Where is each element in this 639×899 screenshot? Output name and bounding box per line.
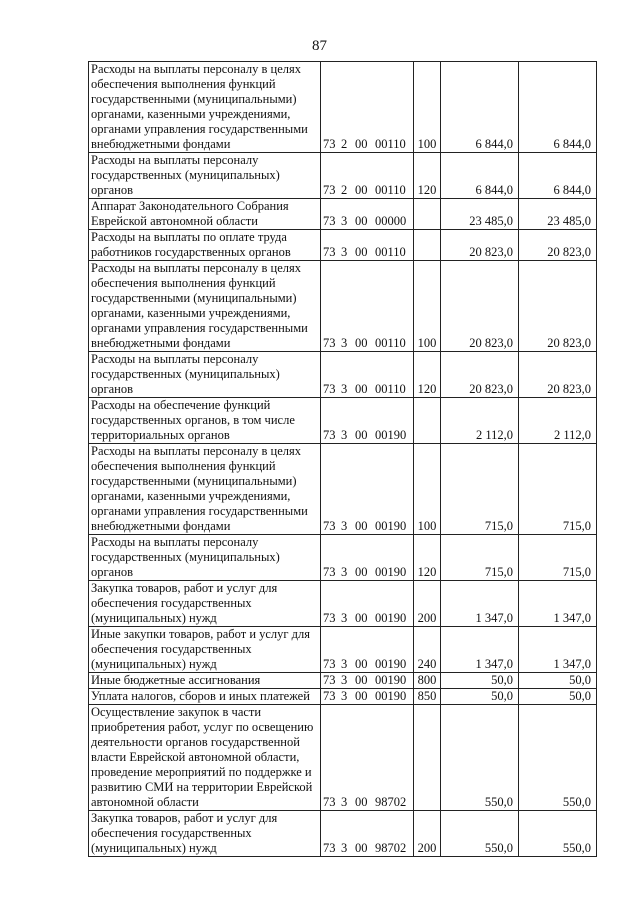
table-row — [89, 673, 597, 689]
expense-type-code — [414, 230, 441, 261]
row-description: Иные закупки товаров, работ и услуг для обеспечения государственных (муниципальных) нужд — [89, 627, 321, 673]
code-program: 73 — [323, 428, 336, 442]
code-program: 73 — [323, 841, 336, 855]
amount-value: 20 823,0 — [441, 261, 519, 352]
code-program: 73 — [323, 214, 336, 228]
amount-value: 715,0 — [441, 444, 519, 535]
code-program: 73 — [323, 657, 336, 671]
code-program: 73 — [323, 689, 336, 703]
amount-value: 550,0 — [441, 705, 519, 811]
row-description: Расходы на выплаты персоналу государственных (муниципальных) органов — [89, 153, 321, 199]
code-subprogram: 2 — [341, 183, 348, 197]
code-subprogram: 3 — [341, 519, 348, 533]
row-description: Расходы на выплаты по оплате труда работников государственных органов — [89, 230, 321, 261]
target-code-cell — [321, 673, 414, 689]
expense-type-code — [414, 398, 441, 444]
budget-table — [88, 61, 597, 857]
code-direction: 00 — [355, 689, 368, 703]
code-direction: 00 — [355, 519, 368, 533]
code-direction: 00 — [355, 428, 368, 442]
amount-value-total: 6 844,0 — [519, 153, 597, 199]
code-subprogram: 3 — [341, 214, 348, 228]
expense-type-code: 240 — [414, 627, 441, 673]
amount-value: 50,0 — [441, 689, 519, 705]
code-number: 98702 — [375, 841, 407, 855]
table-row — [89, 444, 597, 535]
expense-type-code: 850 — [414, 689, 441, 705]
code-number: 00190 — [375, 428, 407, 442]
expense-type-code: 120 — [414, 535, 441, 581]
table-row — [89, 535, 597, 581]
code-direction: 00 — [355, 565, 368, 579]
code-program: 73 — [323, 611, 336, 625]
target-code-cell — [321, 705, 414, 811]
code-subprogram: 3 — [341, 336, 348, 350]
expense-type-code — [414, 705, 441, 811]
expense-type-code: 200 — [414, 811, 441, 857]
amount-value-total: 715,0 — [519, 535, 597, 581]
code-subprogram: 3 — [341, 428, 348, 442]
code-number: 00190 — [375, 565, 407, 579]
amount-value-total: 1 347,0 — [519, 581, 597, 627]
code-subprogram: 3 — [341, 841, 348, 855]
target-code-cell — [321, 352, 414, 398]
table-row — [89, 689, 597, 705]
row-description: Аппарат Законодательного Собрания Еврейской автономной области — [89, 199, 321, 230]
code-number: 00110 — [375, 382, 406, 396]
amount-value: 6 844,0 — [441, 62, 519, 153]
code-number: 00190 — [375, 657, 407, 671]
table-row — [89, 398, 597, 444]
target-code-cell — [321, 581, 414, 627]
table-row — [89, 261, 597, 352]
amount-value-total: 6 844,0 — [519, 62, 597, 153]
amount-value-total: 50,0 — [519, 689, 597, 705]
code-program: 73 — [323, 183, 336, 197]
amount-value: 1 347,0 — [441, 627, 519, 673]
table-row — [89, 199, 597, 230]
table-row — [89, 352, 597, 398]
code-number: 00110 — [375, 137, 406, 151]
code-program: 73 — [323, 795, 336, 809]
expense-type-code: 120 — [414, 352, 441, 398]
expense-type-code: 800 — [414, 673, 441, 689]
row-description: Расходы на выплаты персоналу в целях обеспечения выполнения функций государственными (муниципальными) органами, казенными учреждениями, органами управления государственными внебюджетными фондами — [89, 444, 321, 535]
code-subprogram: 2 — [341, 137, 348, 151]
row-description: Расходы на выплаты персоналу государственных (муниципальных) органов — [89, 535, 321, 581]
code-subprogram: 3 — [341, 382, 348, 396]
expense-type-code: 100 — [414, 62, 441, 153]
expense-type-code: 100 — [414, 261, 441, 352]
target-code-cell — [321, 199, 414, 230]
table-row — [89, 230, 597, 261]
expense-type-code: 100 — [414, 444, 441, 535]
code-subprogram: 3 — [341, 565, 348, 579]
target-code-cell — [321, 398, 414, 444]
code-direction: 00 — [355, 214, 368, 228]
amount-value-total: 550,0 — [519, 811, 597, 857]
code-subprogram: 3 — [341, 689, 348, 703]
expense-type-code: 120 — [414, 153, 441, 199]
table-row — [89, 627, 597, 673]
row-description: Расходы на выплаты персоналу государственных (муниципальных) органов — [89, 352, 321, 398]
code-number: 00190 — [375, 673, 407, 687]
amount-value-total: 20 823,0 — [519, 352, 597, 398]
amount-value: 20 823,0 — [441, 352, 519, 398]
code-number: 00110 — [375, 245, 406, 259]
target-code-cell — [321, 535, 414, 581]
target-code-cell — [321, 230, 414, 261]
row-description: Расходы на обеспечение функций государственных органов, в том числе территориальных органов — [89, 398, 321, 444]
target-code-cell — [321, 153, 414, 199]
code-direction: 00 — [355, 382, 368, 396]
amount-value: 6 844,0 — [441, 153, 519, 199]
target-code-cell — [321, 627, 414, 673]
row-description: Уплата налогов, сборов и иных платежей — [89, 689, 321, 705]
target-code-cell — [321, 689, 414, 705]
table-row — [89, 811, 597, 857]
page-number: 87 — [312, 38, 327, 54]
code-direction: 00 — [355, 673, 368, 687]
amount-value-total: 1 347,0 — [519, 627, 597, 673]
amount-value: 2 112,0 — [441, 398, 519, 444]
expense-type-code — [414, 199, 441, 230]
amount-value-total: 50,0 — [519, 673, 597, 689]
target-code-cell — [321, 261, 414, 352]
code-subprogram: 3 — [341, 673, 348, 687]
code-program: 73 — [323, 137, 336, 151]
amount-value-total: 715,0 — [519, 444, 597, 535]
code-subprogram: 3 — [341, 657, 348, 671]
row-description: Закупка товаров, работ и услуг для обеспечения государственных (муниципальных) нужд — [89, 581, 321, 627]
code-direction: 00 — [355, 245, 368, 259]
amount-value: 50,0 — [441, 673, 519, 689]
code-direction: 00 — [355, 137, 368, 151]
expense-type-code: 200 — [414, 581, 441, 627]
code-program: 73 — [323, 565, 336, 579]
row-description: Расходы на выплаты персоналу в целях обеспечения выполнения функций государственными (муниципальными) органами, казенными учреждениями, органами управления государственными внебюджетными фондами — [89, 62, 321, 153]
code-direction: 00 — [355, 611, 368, 625]
budget-table-body — [89, 62, 597, 857]
amount-value: 20 823,0 — [441, 230, 519, 261]
code-number: 98702 — [375, 795, 407, 809]
row-description: Иные бюджетные ассигнования — [89, 673, 321, 689]
table-row — [89, 581, 597, 627]
amount-value-total: 20 823,0 — [519, 230, 597, 261]
code-direction: 00 — [355, 183, 368, 197]
code-subprogram: 3 — [341, 245, 348, 259]
code-subprogram: 3 — [341, 611, 348, 625]
table-row — [89, 62, 597, 153]
table-row — [89, 705, 597, 811]
amount-value-total: 23 485,0 — [519, 199, 597, 230]
row-description: Осуществление закупок в части приобретения работ, услуг по освещению деятельности органов государственной власти Еврейской автономной области, проведение мероприятий по поддержке и развитию СМИ на территории Еврейской автономной области — [89, 705, 321, 811]
target-code-cell — [321, 811, 414, 857]
code-direction: 00 — [355, 336, 368, 350]
code-number: 00110 — [375, 336, 406, 350]
code-program: 73 — [323, 336, 336, 350]
code-number: 00190 — [375, 611, 407, 625]
code-program: 73 — [323, 245, 336, 259]
code-direction: 00 — [355, 795, 368, 809]
amount-value: 23 485,0 — [441, 199, 519, 230]
code-program: 73 — [323, 519, 336, 533]
row-description: Закупка товаров, работ и услуг для обеспечения государственных (муниципальных) нужд — [89, 811, 321, 857]
code-number: 00110 — [375, 183, 406, 197]
code-direction: 00 — [355, 657, 368, 671]
code-subprogram: 3 — [341, 795, 348, 809]
amount-value-total: 550,0 — [519, 705, 597, 811]
code-program: 73 — [323, 382, 336, 396]
code-number: 00000 — [375, 214, 407, 228]
amount-value: 550,0 — [441, 811, 519, 857]
code-number: 00190 — [375, 689, 407, 703]
table-row — [89, 153, 597, 199]
target-code-cell — [321, 444, 414, 535]
amount-value-total: 20 823,0 — [519, 261, 597, 352]
row-description: Расходы на выплаты персоналу в целях обеспечения выполнения функций государственными (муниципальными) органами, казенными учреждениями, органами управления государственными внебюджетными фондами — [89, 261, 321, 352]
budget-table-container — [88, 61, 597, 857]
code-number: 00190 — [375, 519, 407, 533]
amount-value-total: 2 112,0 — [519, 398, 597, 444]
target-code-cell — [321, 62, 414, 153]
amount-value: 715,0 — [441, 535, 519, 581]
code-program: 73 — [323, 673, 336, 687]
code-direction: 00 — [355, 841, 368, 855]
amount-value: 1 347,0 — [441, 581, 519, 627]
